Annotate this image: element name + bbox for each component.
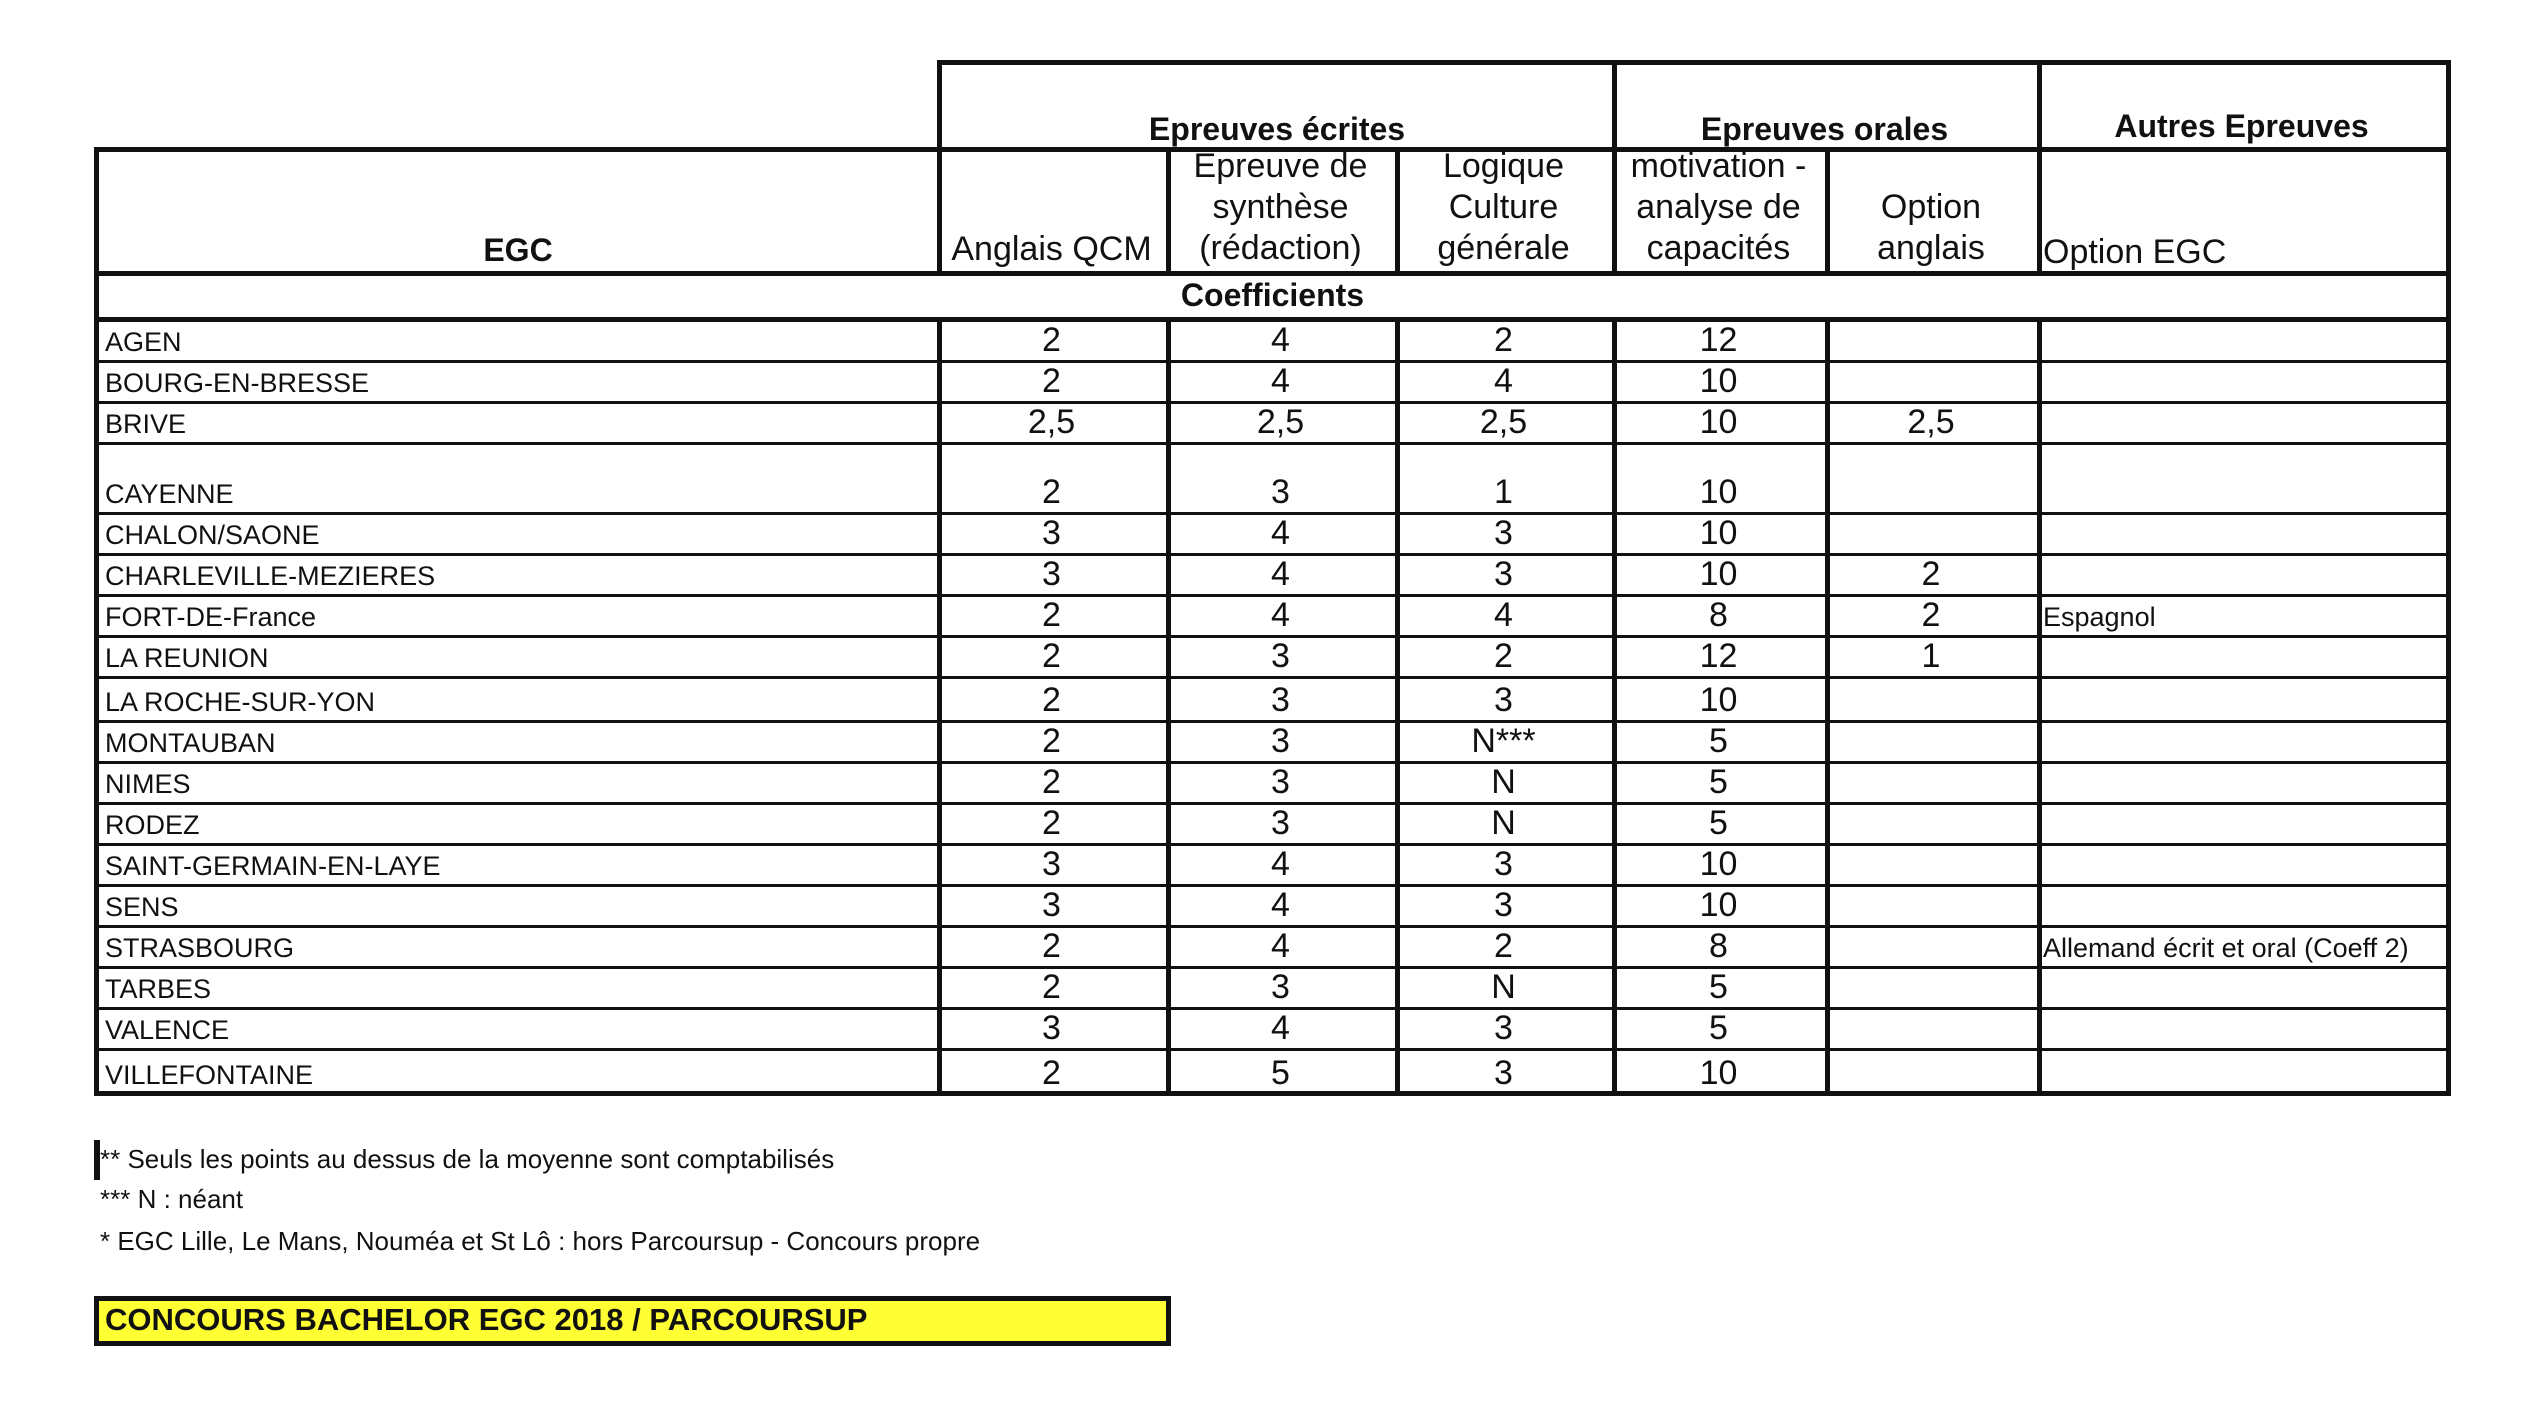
row-value: 2 [1042,763,1061,801]
row-value: 10 [1699,473,1738,511]
row-value: 4 [1494,596,1513,634]
cell-synthese [1166,923,1400,969]
cell-logique [1395,964,1617,1010]
cell-motivation [1612,440,1830,515]
row-value: 3 [1271,681,1290,719]
cell-synthese [1166,551,1400,597]
col-option-egc-header: Option EGC [2037,147,2451,276]
row-value: 5 [1709,722,1728,760]
row-label: BRIVE [105,409,187,439]
cell-motivation [1612,718,1830,764]
row-value: 8 [1709,596,1728,634]
row-value: 2,5 [1907,403,1955,441]
row-value: 2 [1042,596,1061,634]
row-value: 2,5 [1256,403,1305,441]
row-value: 2 [1042,321,1061,359]
row-value: 12 [1699,321,1738,359]
row-label: LA ROCHE-SUR-YON [105,687,376,717]
row-value: 4 [1271,514,1290,552]
cell-anglais [937,718,1171,764]
row-label: VALENCE [105,1015,230,1045]
cell-logique [1395,674,1617,723]
row-value: 2 [1494,927,1513,965]
row-value: 2 [1042,1054,1061,1092]
cell-motivation [1612,964,1830,1010]
cell-option-anglais [1825,759,2042,805]
row-value: 3 [1271,473,1290,511]
cell-option-egc [2037,1046,2451,1096]
row-value: 2 [1042,722,1061,760]
row-value: 10 [1699,1054,1738,1092]
cell-name [94,440,942,515]
cell-option-egc [2037,633,2451,679]
cell-option-egc [2037,882,2451,928]
cell-option-egc [2037,440,2451,515]
row-value: 2 [1042,681,1061,719]
row-value: 3 [1494,1054,1513,1092]
cell-logique [1395,510,1617,556]
cell-logique [1395,841,1617,887]
row-label: AGEN [105,327,182,357]
cell-option-anglais [1825,592,2042,638]
cell-name [94,882,942,928]
row-value: 10 [1699,514,1738,552]
cell-anglais [937,674,1171,723]
col-anglais-qcm-header: Anglais QCM [937,147,1171,276]
row-value: 2 [1494,637,1513,675]
cell-motivation [1612,674,1830,723]
cell-synthese [1166,358,1400,404]
cell-anglais [937,923,1171,969]
cell-logique [1395,759,1617,805]
cell-anglais [937,317,1171,363]
row-value: Espagnol [2043,602,2156,632]
cell-option-anglais [1825,718,2042,764]
row-value: 3 [1494,555,1513,593]
cell-anglais [937,551,1171,597]
row-label: TARBES [105,974,212,1004]
row-value: 2 [1494,321,1513,359]
row-value: 3 [1494,1009,1513,1047]
row-value: 4 [1271,555,1290,593]
row-value: 3 [1042,555,1061,593]
cell-anglais [937,358,1171,404]
row-label: MONTAUBAN [105,728,276,758]
cell-logique [1395,800,1617,846]
coefficients-row: Coefficients [94,271,2451,322]
row-value: 3 [1042,845,1061,883]
row-value: 2,5 [1027,403,1076,441]
row-value: 3 [1271,968,1290,1006]
cell-option-egc [2037,800,2451,846]
row-value: 4 [1271,886,1290,924]
cell-logique [1395,923,1617,969]
row-label: CHALON/SAONE [105,520,320,550]
row-value: 5 [1709,804,1728,842]
row-value: 5 [1709,763,1728,801]
cell-name [94,1046,942,1096]
cell-logique [1395,358,1617,404]
cell-logique [1395,440,1617,515]
group-written-header: Epreuves écrites [937,60,1617,152]
cell-option-egc [2037,510,2451,556]
cell-synthese [1166,592,1400,638]
cell-option-egc [2037,592,2451,638]
row-value: 2 [1042,637,1061,675]
cell-anglais [937,592,1171,638]
row-value: 3 [1271,763,1290,801]
col-motivation-header: motivation - analyse de capacités [1612,147,1830,276]
cell-option-anglais [1825,317,2042,363]
row-value: 4 [1271,321,1290,359]
row-value: 2 [1921,555,1941,593]
cell-name [94,1005,942,1051]
row-value: 1 [1921,637,1941,675]
row-label: SENS [105,892,179,922]
row-value: N [1491,968,1516,1006]
row-value: 2 [1921,596,1941,634]
cell-motivation [1612,358,1830,404]
cell-option-anglais [1825,633,2042,679]
row-value: 3 [1494,886,1513,924]
col-synthese-header: Epreuve de synthèse (rédaction) [1166,147,1400,276]
cell-anglais [937,440,1171,515]
cell-logique [1395,1005,1617,1051]
row-value: 2 [1042,362,1061,400]
cell-logique [1395,718,1617,764]
cell-motivation [1612,592,1830,638]
cell-synthese [1166,964,1400,1010]
cell-option-egc [2037,1005,2451,1051]
cell-motivation [1612,551,1830,597]
cell-option-egc [2037,759,2451,805]
cell-option-anglais [1825,841,2042,887]
cell-name [94,800,942,846]
row-value: 2 [1042,473,1061,511]
cell-synthese [1166,399,1400,445]
cell-anglais [937,1046,1171,1096]
cell-synthese [1166,718,1400,764]
cell-name [94,841,942,887]
cell-option-egc [2037,923,2451,969]
row-value: 3 [1271,804,1290,842]
cell-option-anglais [1825,674,2042,723]
cell-option-anglais [1825,1046,2042,1096]
row-value: 10 [1699,886,1738,924]
row-label: CHARLEVILLE-MEZIERES [105,561,436,591]
cell-name [94,510,942,556]
cell-name [94,923,942,969]
row-value: N [1491,763,1516,801]
cell-anglais [937,399,1171,445]
cell-option-egc [2037,358,2451,404]
group-oral-header: Epreuves orales [1612,60,2042,152]
cell-name [94,592,942,638]
cell-logique [1395,551,1617,597]
cell-name [94,759,942,805]
cell-motivation [1612,882,1830,928]
row-value: 4 [1271,596,1290,634]
row-value: 4 [1271,1009,1290,1047]
cell-synthese [1166,1005,1400,1051]
row-value: 3 [1271,637,1290,675]
row-label: LA REUNION [105,643,269,673]
cell-synthese [1166,841,1400,887]
cell-logique [1395,317,1617,363]
cell-motivation [1612,800,1830,846]
row-value: 10 [1699,555,1738,593]
row-value: 3 [1494,514,1513,552]
cell-option-egc [2037,674,2451,723]
row-value: 4 [1271,845,1290,883]
cell-name [94,358,942,404]
cell-anglais [937,510,1171,556]
cell-motivation [1612,317,1830,363]
cell-name [94,964,942,1010]
cell-synthese [1166,759,1400,805]
row-value: N [1491,804,1516,842]
row-label: RODEZ [105,810,200,840]
cell-synthese [1166,633,1400,679]
row-value: 5 [1709,968,1728,1006]
cell-option-egc [2037,551,2451,597]
cell-option-anglais [1825,1005,2042,1051]
row-value: 2 [1042,968,1061,1006]
row-value: 3 [1271,722,1290,760]
cell-name [94,674,942,723]
cell-name [94,718,942,764]
cell-synthese [1166,674,1400,723]
row-value: 3 [1042,886,1061,924]
row-label: NIMES [105,769,191,799]
row-value: 2,5 [1479,403,1528,441]
row-label: CAYENNE [105,479,234,509]
cell-option-anglais [1825,964,2042,1010]
cell-option-egc [2037,317,2451,363]
cell-motivation [1612,399,1830,445]
cell-anglais [937,633,1171,679]
row-value: 2 [1042,804,1061,842]
row-label: FORT-DE-France [105,602,317,632]
cell-anglais [937,882,1171,928]
row-value: 4 [1494,362,1513,400]
row-value: 10 [1699,681,1738,719]
row-value: 4 [1271,362,1290,400]
row-value: Allemand écrit et oral (Coeff 2) [2043,933,2409,963]
cell-synthese [1166,317,1400,363]
footnote-2: *** N : néant [100,1184,244,1214]
cell-anglais [937,1005,1171,1051]
footnote-3: * EGC Lille, Le Mans, Nouméa et St Lô : hors Parcoursup - Concours propre [100,1226,981,1256]
row-value: N*** [1471,722,1536,760]
row-value: 5 [1709,1009,1728,1047]
row-label: VILLEFONTAINE [105,1060,314,1090]
cell-motivation [1612,633,1830,679]
cell-synthese [1166,882,1400,928]
row-value: 2 [1042,927,1061,965]
cell-logique [1395,592,1617,638]
cell-option-anglais [1825,551,2042,597]
cell-option-anglais [1825,399,2042,445]
cell-option-anglais [1825,882,2042,928]
cell-motivation [1612,1005,1830,1051]
cell-motivation [1612,923,1830,969]
cell-synthese [1166,440,1400,515]
row-value: 3 [1042,514,1061,552]
row-value: 10 [1699,403,1738,441]
row-label: STRASBOURG [105,933,295,963]
cell-synthese [1166,510,1400,556]
cell-option-egc [2037,841,2451,887]
col-option-anglais-header: Option anglais [1825,147,2042,276]
cell-logique [1395,633,1617,679]
cell-anglais [937,964,1171,1010]
cell-synthese [1166,800,1400,846]
row-value: 10 [1699,845,1738,883]
row-value: 3 [1494,681,1513,719]
cell-motivation [1612,1046,1830,1096]
cell-synthese [1166,1046,1400,1096]
row-value: 3 [1494,845,1513,883]
banner: CONCOURS BACHELOR EGC 2018 / PARCOURSUP [94,1296,1171,1346]
cell-option-anglais [1825,800,2042,846]
row-value: 1 [1494,473,1513,511]
col-logique-header: Logique Culture générale [1395,147,1617,276]
cell-logique [1395,882,1617,928]
cell-option-anglais [1825,510,2042,556]
cell-option-egc [2037,399,2451,445]
cell-motivation [1612,510,1830,556]
cell-logique [1395,1046,1617,1096]
row-value: 5 [1271,1054,1290,1092]
row-value: 12 [1699,637,1738,675]
cell-motivation [1612,759,1830,805]
cell-name [94,551,942,597]
group-other-header: Autres Epreuves [2037,60,2451,152]
cell-name [94,633,942,679]
cell-anglais [937,800,1171,846]
cell-anglais [937,841,1171,887]
footnote-1: ** Seuls les points au dessus de la moyenne sont comptabilisés [100,1144,835,1174]
row-value: 8 [1709,927,1728,965]
cell-option-anglais [1825,440,2042,515]
cell-motivation [1612,841,1830,887]
row-value: 10 [1699,362,1738,400]
row-value: 4 [1271,927,1290,965]
cell-anglais [937,759,1171,805]
cell-option-egc [2037,964,2451,1010]
cell-name [94,399,942,445]
cell-logique [1395,399,1617,445]
row-label: SAINT-GERMAIN-EN-LAYE [105,851,441,881]
cell-option-egc [2037,718,2451,764]
row-value: 3 [1042,1009,1061,1047]
cell-option-anglais [1825,923,2042,969]
cell-option-anglais [1825,358,2042,404]
cell-name [94,317,942,363]
col-egc-header: EGC [94,147,942,276]
row-label: BOURG-EN-BRESSE [105,368,370,398]
